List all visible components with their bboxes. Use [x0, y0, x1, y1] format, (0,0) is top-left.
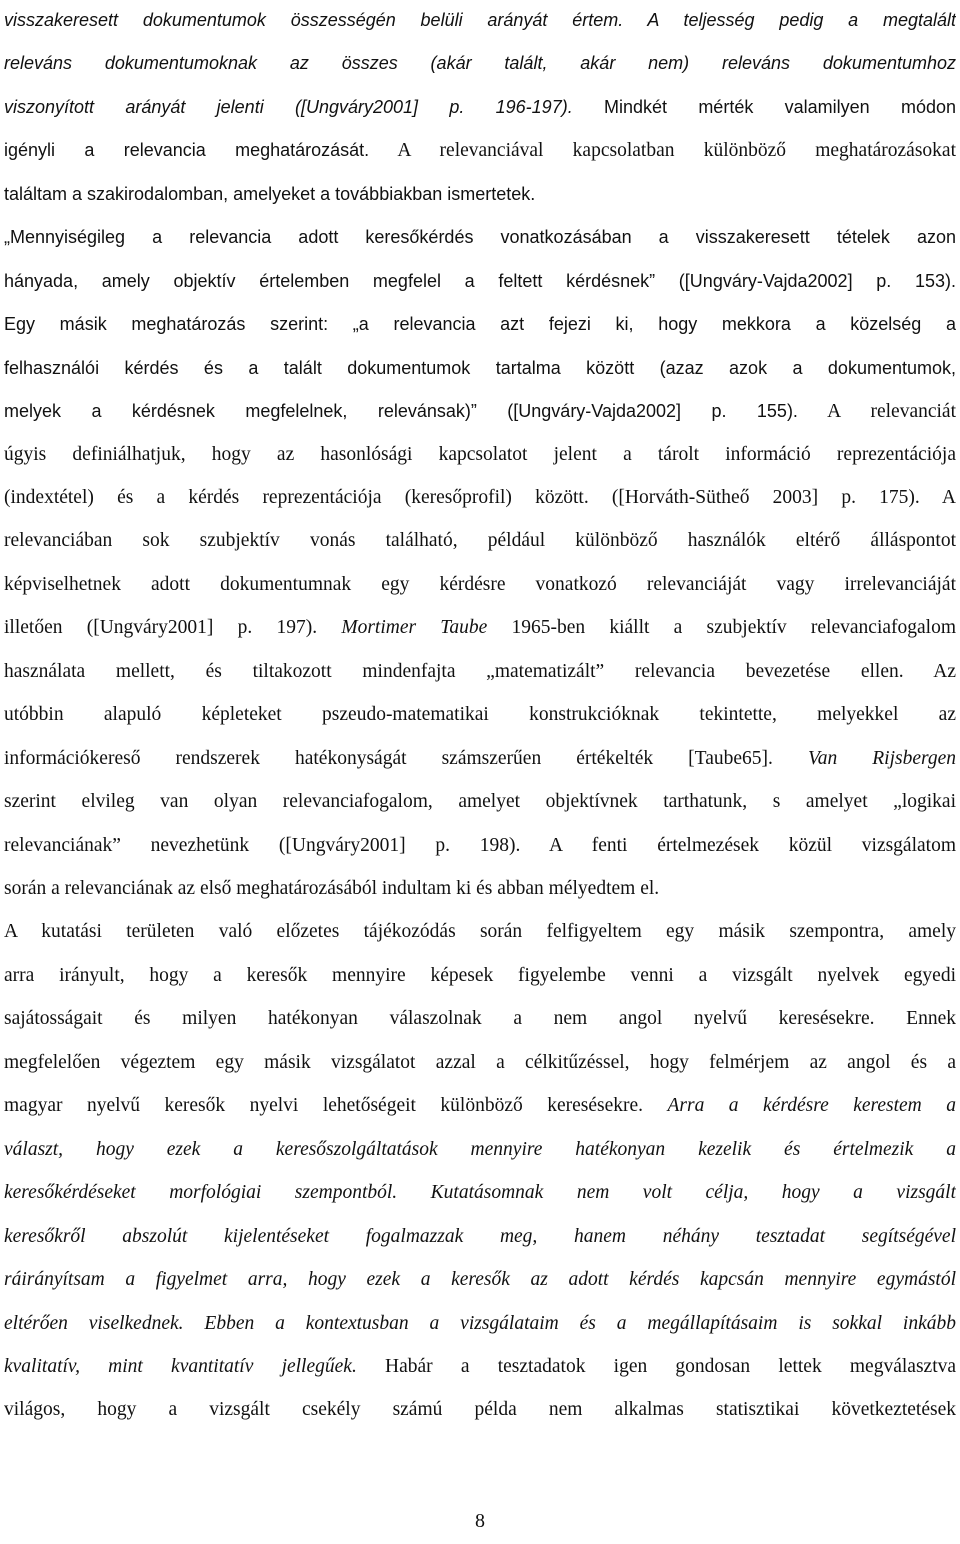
- text-line: [4, 217, 956, 257]
- text-segment: Van Rijsbergen: [807, 747, 956, 769]
- text-line: [4, 521, 956, 561]
- text-segment: illetően ([Ungváry2001] p. 197).: [4, 617, 342, 639]
- text-segment: visszakeresett dokumentumok összességén belüli arányát értem. A teljesség pedig a megtalált: [4, 10, 956, 30]
- text-segment: igényli a relevancia meghatározását.: [4, 140, 370, 161]
- text-segment: felhasználói kérdés és a talált dokumentumok tartalma között (azaz azok a dokumentumok,: [4, 357, 956, 378]
- text-segment: képviselhetnek adott dokumentumnak egy kérdésre vonatkozó relevanciáját vagy irrelevanciáját: [4, 573, 956, 595]
- text-segment: melyek a kérdésnek megfelelnek, relevánsak)” ([Ungváry-Vajda2002] p. 155).: [4, 401, 798, 422]
- text-line: [4, 608, 956, 648]
- text-segment: Habár a tesztadatok igen gondosan lettek megválasztva: [356, 1355, 956, 1377]
- text-segment: eltérően viselkednek. Ebben a kontextusban a vizsgálataim és a megállapításaim is sokkal inkább: [4, 1312, 956, 1334]
- text-line: [4, 999, 956, 1039]
- text-line: [4, 1390, 956, 1430]
- text-line: [4, 826, 956, 866]
- text-line: [4, 956, 956, 996]
- text-line: [4, 304, 956, 344]
- text-segment: relevanciának” nevezhetünk ([Ungváry2001] p. 198). A fenti értelmezések közül vizsgálatom: [4, 834, 956, 856]
- text-line: [4, 1173, 956, 1213]
- text-line: [4, 565, 956, 605]
- text-segment: keresőkről abszolút kijelentéseket fogalmazzak meg, hanem néhány tesztadat segítségével: [4, 1225, 956, 1247]
- text-line: [4, 261, 956, 301]
- text-segment: során a relevanciának az első meghatározásából indultam ki és abban mélyedtem el.: [4, 878, 660, 899]
- text-segment: keresőkérdéseket morfológiai szempontból. Kutatásomnak nem volt célja, hogy a vizsgált: [4, 1182, 956, 1204]
- text-line: [4, 478, 956, 518]
- text-line: [4, 348, 956, 388]
- text-segment: választ, hogy ezek a keresőszolgáltatások mennyire hatékonyan kezelik és értelmezik a: [4, 1138, 956, 1160]
- text-line: [4, 912, 956, 952]
- text-segment: találtam a szakirodalomban, amelyeket a továbbiakban ismertetek.: [4, 183, 536, 204]
- text-segment: 1965-ben kiállt a szubjektív relevanciafogalom: [487, 617, 956, 639]
- text-segment: megfelelően végeztem egy másik vizsgálatot azzal a célkitűzéssel, hogy felmérjem az angol és a: [4, 1051, 956, 1073]
- text-segment: úgyis definiálhatjuk, hogy az hasonlósági kapcsolatot jelent a tárolt információ reprezentációja: [4, 443, 956, 465]
- text-segment: magyar nyelvű keresők nyelvi lehetőségeit különböző keresésekre.: [4, 1095, 668, 1117]
- text-line: [4, 1304, 956, 1344]
- text-line: [4, 652, 956, 692]
- text-line: [4, 174, 956, 214]
- text-line: [4, 0, 956, 40]
- text-segment: utóbbin alapuló képleteket pszeudo-matematikai konstrukcióknak tekintette, melyekkel az: [4, 704, 956, 726]
- text-line: [4, 43, 956, 83]
- text-line: [4, 1260, 956, 1300]
- text-segment: kvalitatív, mint kvantitatív jellegűek.: [4, 1355, 357, 1377]
- text-segment: világos, hogy a vizsgált csekély számú példa nem alkalmas statisztikai következtetések: [4, 1399, 956, 1421]
- text-segment: Arra a kérdésre kerestem a: [667, 1095, 956, 1117]
- text-segment: releváns dokumentumoknak az összes (akár talált, akár nem) releváns dokumentumhoz: [4, 53, 956, 74]
- text-line: [4, 739, 956, 779]
- text-segment: (indextétel) és a kérdés reprezentációja (keresőprofil) között. ([Horváth-Sütheő 2003] p. 175). A: [4, 486, 956, 508]
- text-line: [4, 1043, 956, 1083]
- text-line: [4, 1086, 956, 1126]
- text-segment: Egy másik meghatározás szerint: „a relevancia azt fejezi ki, hogy mekkora a közelség a: [4, 314, 956, 335]
- text-segment: A kutatási területen való előzetes tájékozódás során felfigyeltem egy másik szempontra, amely: [4, 921, 956, 943]
- page-number: 8: [475, 1510, 485, 1532]
- text-line: [4, 782, 956, 822]
- text-line: [4, 869, 956, 909]
- text-segment: sajátosságait és milyen hatékonyan válaszolnak a nem angol nyelvű keresésekre. Ennek: [4, 1008, 956, 1030]
- text-line: [4, 1347, 956, 1387]
- text-line: [4, 391, 956, 431]
- text-segment: ráirányítsam a figyelmet arra, hogy ezek a keresők az adott kérdés kapcsán mennyire egymástól: [4, 1269, 956, 1291]
- text-line: [4, 1217, 956, 1257]
- text-segment: „Mennyiségileg a relevancia adott keresőkérdés vonatkozásában a visszakeresett tételek azon: [4, 227, 956, 248]
- text-segment: hányada, amely objektív értelemben megfelel a feltett kérdésnek” ([Ungváry-Vajda2002] p. 153).: [4, 270, 956, 291]
- text-segment: információkereső rendszerek hatékonyságát számszerűen értékelték [Taube65].: [4, 747, 808, 769]
- text-segment: viszonyított arányát jelenti ([Ungváry2001] p. 196-197).: [4, 96, 573, 117]
- text-segment: relevanciában sok szubjektív vonás található, például különböző használók eltérő álláspontot: [4, 530, 956, 552]
- text-line: [4, 1130, 956, 1170]
- text-segment: A relevanciát: [797, 401, 956, 423]
- text-segment: szerint elvileg van olyan relevanciafogalom, amelyet objektívnek tarthatunk, s amelyet „logikai: [4, 791, 956, 813]
- text-segment: arra irányult, hogy a keresők mennyire képesek figyelembe venni a vizsgált nyelvek egyedi: [4, 964, 956, 986]
- text-segment: Mortimer Taube: [341, 617, 488, 639]
- text-segment: használata mellett, és tiltakozott mindenfajta „matematizált” relevancia bevezetése ellen. Az: [4, 660, 956, 682]
- text-line: [4, 130, 956, 170]
- text-line: [4, 435, 956, 475]
- text-segment: A relevanciával kapcsolatban különböző meghatározásokat: [369, 140, 956, 162]
- text-line: [4, 695, 956, 735]
- text-segment: Mindkét mérték valamilyen módon: [572, 96, 956, 117]
- text-line: [4, 87, 956, 127]
